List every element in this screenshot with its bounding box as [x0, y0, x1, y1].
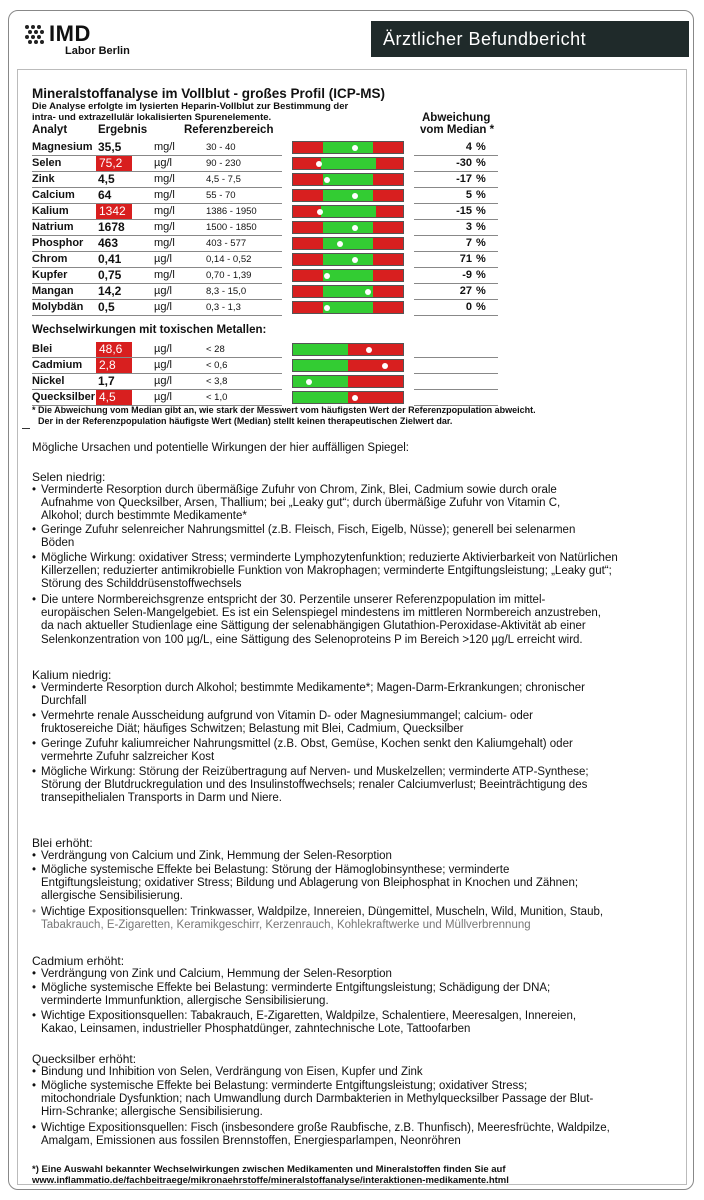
bullet-item: [32, 968, 672, 981]
row-deviation-percent: %: [476, 205, 486, 217]
section-title: Cadmium erhöht:: [32, 954, 125, 968]
row-range-bar: [292, 237, 404, 250]
bar-normal-segment: [323, 142, 372, 153]
row-unit: mg/l: [154, 141, 175, 153]
divider-mark: [22, 428, 30, 429]
tox-result-value: 4,5: [96, 390, 132, 405]
row-unit: µg/l: [154, 253, 172, 265]
tox-range-bar: [292, 375, 404, 388]
row-deviation: 7: [465, 237, 472, 249]
tox-unit: µg/l: [154, 359, 172, 371]
row-deviation-percent: %: [476, 189, 486, 201]
row-unit: mg/l: [154, 205, 175, 217]
bullet-line: Verminderte Resorption durch übermäßige Zufuhr von Chrom, Zink, Blei, Cadmium sowie durch orale: [41, 484, 557, 496]
bullet-mark: •: [32, 710, 37, 722]
row-deviation-percent: %: [476, 173, 486, 185]
bar-high-segment: [373, 254, 403, 265]
bullet-line: Bindung und Inhibition von Selen, Verdrängung von Eisen, Kupfer und Zink: [41, 1066, 423, 1078]
bullet-line: Mögliche systemische Effekte bei Belastung: verminderte Entgiftungsleistung; Schädigung der DNA;: [41, 982, 551, 994]
col-referenzbereich: Referenzbereich: [184, 124, 274, 136]
bullet-line: Hirn-Schranke; allergische Sensibilisierung.: [41, 1106, 263, 1119]
bar-value-marker: [352, 145, 358, 151]
bullet-item: [32, 524, 672, 550]
section-title: Selen niedrig:: [32, 470, 106, 484]
bullet-line: europäischen Selen-Mangelgebiet. Es ist ein Selenspiegel mindestens im mittleren Normbereich anzustreben,: [41, 607, 601, 620]
row-reference-range: 0,14 - 0,52: [206, 254, 252, 265]
row-analyt-name: Calcium: [32, 189, 75, 201]
tox-range-bar: [292, 343, 404, 356]
bullet-mark: •: [32, 484, 37, 496]
bullet-mark: •: [32, 864, 37, 876]
bullet-item: [32, 982, 672, 1008]
row-result-value: 0,41: [98, 252, 122, 266]
logo-dots-icon: [25, 25, 45, 45]
bullet-line: Kakao, Leinsamen, industrieller Phosphatdünger, zahntechnische Lote, Tattoofarben: [41, 1023, 471, 1036]
row-deviation: 3: [465, 221, 472, 233]
row-deviation: -9: [462, 269, 472, 281]
bullet-mark: •: [32, 906, 37, 918]
row-reference-range: 1500 - 1850: [206, 222, 257, 233]
row-range-bar: [292, 205, 404, 218]
bar-high-segment: [373, 270, 403, 281]
row-reference-range: 0,70 - 1,39: [206, 270, 252, 281]
bar-low-segment: [293, 238, 323, 249]
row-divider-right: [414, 357, 498, 358]
bar-value-marker: [324, 273, 330, 279]
bullet-mark: •: [32, 594, 37, 606]
bullet-mark: •: [32, 524, 37, 536]
row-divider-right: [414, 315, 498, 316]
tox-result-value: 1,7: [98, 374, 115, 388]
row-result-value: 75,2: [96, 156, 132, 171]
bar-normal-segment: [293, 376, 348, 387]
footnote-2: Der in der Referenzpopulation häufigste Wert (Median) stellt keinen therapeutischen Zielwert dar.: [38, 416, 453, 426]
bullet-line: Vermehrte renale Ausscheidung aufgrund von Vitamin D- oder Magnesiummangel; calcium- oder: [41, 710, 533, 722]
bullet-line: Geringe Zufuhr kaliumreicher Nahrungsmittel (z.B. Obst, Gemüse, Kochen senkt den Kaliumgehalt) oder: [41, 738, 573, 750]
row-reference-range: 1386 - 1950: [206, 206, 257, 217]
bullet-line: Tabakrauch, E-Zigaretten, Keramikgeschirr, Kerzenrauch, Kohlekraftwerke und Müllverbrennung: [41, 919, 531, 932]
bar-normal-segment: [321, 158, 376, 169]
tox-unit: µg/l: [154, 391, 172, 403]
bar-value-marker: [352, 395, 358, 401]
bullet-mark: •: [32, 968, 37, 980]
bullet-item: [32, 864, 672, 904]
bar-high-segment: [376, 206, 404, 217]
row-reference-range: 90 - 230: [206, 158, 241, 169]
bullet-mark: •: [32, 1122, 37, 1134]
row-range-bar: [292, 221, 404, 234]
tox-result-value: 48,6: [96, 342, 132, 357]
bar-value-marker: [324, 305, 330, 311]
footnote-1: * Die Abweichung vom Median gibt an, wie stark der Messwert vom häufigsten Wert der Referenzpopulation abweicht.: [32, 405, 536, 415]
bullet-item: [32, 1010, 672, 1036]
bullet-mark: •: [32, 552, 37, 564]
bullet-item: [32, 766, 672, 806]
tox-unit: µg/l: [154, 343, 172, 355]
section-title: Kalium niedrig:: [32, 668, 112, 682]
logo-dot: [25, 25, 29, 29]
bullet-line: Mögliche systemische Effekte bei Belastung: Störung der Hämoglobinsynthese; verminderte: [41, 864, 510, 876]
logo-subtitle: Labor Berlin: [65, 45, 130, 57]
bullet-mark: •: [32, 766, 37, 778]
logo-dot: [25, 35, 29, 39]
logo-dot: [31, 25, 35, 29]
row-analyt-name: Chrom: [32, 253, 68, 265]
bullet-line: Durchfall: [41, 695, 87, 708]
logo-dot: [28, 40, 32, 44]
bar-value-marker: [306, 379, 312, 385]
bar-high-segment: [348, 360, 403, 371]
row-divider-right: [414, 373, 498, 374]
bullet-mark: •: [32, 1080, 37, 1092]
bullet-line: Die untere Normbereichsgrenze entspricht der 30. Perzentile unserer Referenzpopulation im mittel-: [41, 594, 546, 606]
row-unit: mg/l: [154, 173, 175, 185]
tox-analyt-name: Blei: [32, 343, 53, 355]
tox-title: Wechselwirkungen mit toxischen Metallen:: [32, 324, 267, 336]
bullet-item: [32, 738, 672, 764]
bar-low-segment: [293, 302, 323, 313]
bullet-line: Wichtige Expositionsquellen: Fisch (insbesondere große Raubfische, z.B. Thunfisch), Meeresfrüchte, Waldpilze,: [41, 1122, 610, 1134]
row-deviation: 5: [465, 189, 472, 201]
row-deviation: 71: [459, 253, 472, 265]
row-deviation: 4: [465, 141, 472, 153]
bullet-line: verminderte Immunfunktion, allergische Sensibilisierung.: [41, 995, 329, 1008]
row-deviation-percent: %: [476, 141, 486, 153]
bullet-item: [32, 1122, 672, 1148]
row-analyt-name: Phosphor: [32, 237, 84, 249]
row-analyt-name: Zink: [32, 173, 55, 185]
logo-dot: [40, 40, 44, 44]
bullet-line: Mögliche systemische Effekte bei Belastung: verminderte Entgiftungsleistung; oxidativer Stress;: [41, 1080, 528, 1092]
bullet-mark: •: [32, 850, 37, 862]
bar-normal-segment: [323, 270, 372, 281]
row-analyt-name: Mangan: [32, 285, 74, 297]
row-result-value: 35,5: [98, 140, 122, 154]
tox-analyt-name: Nickel: [32, 375, 65, 387]
logo-dot: [34, 40, 38, 44]
logo-dot: [28, 30, 32, 34]
col-abweichung-2: vom Median *: [420, 124, 495, 136]
row-range-bar: [292, 301, 404, 314]
bar-low-segment: [293, 142, 323, 153]
row-result-value: 463: [98, 236, 119, 250]
bullet-line: Geringe Zufuhr selenreicher Nahrungsmittel (z.B. Fleisch, Fisch, Eigelb, Nüsse); generell bei selenarmen: [41, 524, 576, 536]
row-unit: mg/l: [154, 237, 175, 249]
bullet-mark: •: [32, 1010, 37, 1022]
row-deviation-percent: %: [476, 157, 486, 169]
logo-dot: [37, 25, 41, 29]
row-unit: µg/l: [154, 157, 172, 169]
logo-dot: [37, 35, 41, 39]
bar-normal-segment: [293, 344, 348, 355]
bar-high-segment: [373, 286, 403, 297]
bar-high-segment: [348, 344, 403, 355]
row-divider-right: [414, 389, 498, 390]
row-unit: µg/l: [154, 301, 172, 313]
bar-high-segment: [373, 238, 403, 249]
bullet-item: [32, 906, 672, 932]
row-divider-left: [32, 315, 282, 316]
bar-value-marker: [337, 241, 343, 247]
bar-value-marker: [317, 209, 323, 215]
bar-low-segment: [293, 286, 323, 297]
bullet-line: Störung der Blutdruckregulation und des Insulinstoffwechsels; renaler Calciumverlust; Beeinträchtigung des: [41, 779, 588, 792]
bar-high-segment: [376, 158, 404, 169]
row-deviation-percent: %: [476, 237, 486, 249]
bullet-line: Mögliche Wirkung: Störung der Reizübertragung auf Nerven- und Muskelzellen; verminderte ATP-Synthese;: [41, 766, 589, 778]
row-unit: mg/l: [154, 269, 175, 281]
bar-high-segment: [373, 302, 403, 313]
bullet-item: [32, 1080, 672, 1120]
bullet-line: Entgiftungsleistung; oxidativer Stress; Bildung und Ablagerung von Bleiphosphat in Knochen und Zähnen;: [41, 877, 579, 890]
row-range-bar: [292, 173, 404, 186]
bar-value-marker: [352, 225, 358, 231]
bar-value-marker: [316, 161, 322, 167]
report-header: [9, 11, 694, 61]
row-range-bar: [292, 141, 404, 154]
analysis-title: Mineralstoffanalyse im Vollblut - großes Profil (ICP-MS): [32, 86, 386, 101]
bullet-line: Wichtige Expositionsquellen: Trinkwasser, Waldpilze, Innereien, Düngemittel, Muscheln, Wild, Munition, Staub,: [41, 906, 604, 918]
col-abweichung-1: Abweichung: [422, 112, 491, 124]
bar-low-segment: [293, 222, 323, 233]
row-reference-range: 30 - 40: [206, 142, 236, 153]
bar-high-segment: [373, 190, 403, 201]
bar-value-marker: [352, 257, 358, 263]
tox-analyt-name: Quecksilber: [32, 391, 95, 403]
bullet-line: Verdrängung von Calcium und Zink, Hemmung der Selen-Resorption: [41, 850, 392, 862]
footer-note-2: www.inflammatio.de/fachbeitraege/mikronaehrstoffe/mineralstoffanalyse/interaktionen-medikamente.html: [32, 1175, 509, 1186]
bar-value-marker: [352, 193, 358, 199]
bullet-line: Amalgam, Emissionen aus fossilen Brennstoffen, Energiesparlampen, Neonröhren: [41, 1135, 461, 1148]
tox-unit: µg/l: [154, 375, 172, 387]
logo-dot: [34, 30, 38, 34]
col-analyt: Analyt: [32, 124, 68, 136]
bar-value-marker: [382, 363, 388, 369]
row-range-bar: [292, 189, 404, 202]
bar-normal-segment: [293, 392, 348, 403]
tox-range-bar: [292, 391, 404, 404]
row-deviation-percent: %: [476, 221, 486, 233]
bullet-item: [32, 710, 672, 736]
bullet-line: Wichtige Expositionsquellen: Tabakrauch, E-Zigaretten, Waldpilze, Schalentiere, Meeresalgen, Innereien,: [41, 1010, 577, 1022]
bar-normal-segment: [321, 206, 376, 217]
bullet-line: fruktosereiche Diät; häufiges Schwitzen; Belastung mit Blei, Cadmium, Quecksilber: [41, 723, 464, 736]
bar-value-marker: [365, 289, 371, 295]
bar-high-segment: [373, 222, 403, 233]
row-reference-range: 8,3 - 15,0: [206, 286, 247, 297]
footer-note-1: *) Eine Auswahl bekannter Wechselwirkungen zwischen Medikamenten und Mineralstoffen finden Sie auf: [32, 1164, 506, 1175]
bullet-line: mitochondriale Dysfunktion; nach Umwandlung durch Darmbakterien in Methylquecksilber Passage der Blut-: [41, 1093, 594, 1106]
row-deviation: 0: [465, 301, 472, 313]
row-result-value: 64: [98, 188, 112, 202]
tox-reference-range: < 1,0: [206, 392, 228, 403]
row-result-value: 4,5: [98, 172, 115, 186]
row-unit: µg/l: [154, 285, 172, 297]
bullet-item: [32, 682, 672, 708]
bar-normal-segment: [323, 238, 372, 249]
row-reference-range: 4,5 - 7,5: [206, 174, 241, 185]
bar-low-segment: [293, 190, 323, 201]
bullet-line: da nach aktueller Studienlage eine Sättigung der selenabhängigen Glutathion-Peroxidase-Aktivität ab einer: [41, 620, 586, 633]
row-analyt-name: Molybdän: [32, 301, 84, 313]
tox-reference-range: < 28: [206, 344, 225, 355]
bullet-item: [32, 594, 672, 647]
report-content: [17, 69, 687, 1185]
bullet-line: Mögliche Wirkung: oxidativer Stress; verminderte Lymphozytenfunktion; reduzierte Aktivierbarkeit von Natürlichen: [41, 552, 618, 564]
row-analyt-name: Kupfer: [32, 269, 68, 281]
row-analyt-name: Magnesium: [32, 141, 93, 153]
row-range-bar: [292, 285, 404, 298]
tox-result-value: 2,8: [96, 358, 132, 373]
document-title: Ärztlicher Befundbericht: [371, 21, 689, 57]
bullet-mark: •: [32, 738, 37, 750]
logo-dot: [31, 35, 35, 39]
bullet-line: Killerzellen; reduzierter antimikrobielle Funktion von Makrophagen; verminderte Entgiftungsleistung; „Leaky gut“;: [41, 565, 612, 578]
bullet-line: Aufnahme von Quecksilber, Arsen, Thallium; bei „Leaky gut“; durch übermäßige Zufuhr von Vitamin C,: [41, 497, 561, 510]
analysis-desc-2: intra- und extrazellulär lokalisierten Spurenelemente.: [32, 112, 272, 123]
bullet-line: transepithelialen Transports in Darm und Niere.: [41, 792, 282, 805]
row-reference-range: 0,3 - 1,3: [206, 302, 241, 313]
bar-normal-segment: [293, 360, 348, 371]
bar-low-segment: [293, 254, 323, 265]
bullet-mark: •: [32, 682, 37, 694]
bar-high-segment: [373, 174, 403, 185]
row-deviation-percent: %: [476, 301, 486, 313]
bullet-item: [32, 850, 672, 863]
bar-value-marker: [366, 347, 372, 353]
bullet-line: Alkohol; durch bestimmte Medikamente*: [41, 510, 247, 523]
row-result-value: 1678: [98, 220, 125, 234]
bullet-item: [32, 1066, 672, 1079]
bullet-line: Selenkonzentration von 100 µg/L, eine Sättigung des Selenoproteins P im Bereich >120 µg/L erreicht wird.: [41, 633, 583, 646]
bar-normal-segment: [323, 254, 372, 265]
tox-reference-range: < 0,6: [206, 360, 228, 371]
bar-low-segment: [293, 174, 323, 185]
row-reference-range: 55 - 70: [206, 190, 236, 201]
tox-range-bar: [292, 359, 404, 372]
row-range-bar: [292, 157, 404, 170]
row-analyt-name: Selen: [32, 157, 62, 169]
bullet-mark: •: [32, 1066, 37, 1078]
bar-low-segment: [293, 270, 323, 281]
bullet-mark: •: [32, 982, 37, 994]
row-analyt-name: Kalium: [32, 205, 69, 217]
row-deviation-percent: %: [476, 253, 486, 265]
bullet-item: [32, 552, 672, 592]
bullet-line: Böden: [41, 537, 75, 550]
bullet-line: allergische Sensibilisierung.: [41, 890, 183, 903]
row-deviation: -17: [456, 173, 472, 185]
bullet-line: Störung des Schilddrüsenstoffwechsels: [41, 578, 242, 591]
tox-analyt-name: Cadmium: [32, 359, 83, 371]
bullet-item: [32, 484, 672, 524]
row-result-value: 0,5: [98, 300, 115, 314]
row-unit: mg/l: [154, 221, 175, 233]
col-ergebnis: Ergebnis: [98, 124, 148, 136]
row-range-bar: [292, 253, 404, 266]
row-deviation: -30: [456, 157, 472, 169]
intro-text: Mögliche Ursachen und potentielle Wirkungen der hier auffälligen Spiegel:: [32, 442, 409, 454]
row-result-value: 14,2: [98, 284, 122, 298]
section-title: Blei erhöht:: [32, 836, 93, 850]
bar-normal-segment: [323, 190, 372, 201]
bar-high-segment: [348, 376, 403, 387]
bullet-line: vermehrte Zufuhr salzreicher Kost: [41, 751, 215, 764]
row-deviation: -15: [456, 205, 472, 217]
bar-value-marker: [324, 177, 330, 183]
analysis-desc-1: Die Analyse erfolgte im lysierten Heparin-Vollblut zur Bestimmung der: [32, 101, 349, 112]
section-title: Quecksilber erhöht:: [32, 1052, 137, 1066]
row-analyt-name: Natrium: [32, 221, 74, 233]
row-result-value: 0,75: [98, 268, 122, 282]
tox-reference-range: < 3,8: [206, 376, 228, 387]
bullet-line: Verdrängung von Zink und Calcium, Hemmung der Selen-Resorption: [41, 968, 392, 980]
bar-normal-segment: [323, 302, 372, 313]
bullet-line: Verminderte Resorption durch Alkohol; bestimmte Medikamente*; Magen-Darm-Erkrankungen; chronischer: [41, 682, 585, 694]
row-deviation-percent: %: [476, 285, 486, 297]
logo-text: IMD: [49, 21, 91, 46]
row-reference-range: 403 - 577: [206, 238, 247, 249]
report-card: [8, 10, 694, 1190]
bar-normal-segment: [323, 174, 372, 185]
row-deviation-percent: %: [476, 269, 486, 281]
row-unit: mg/l: [154, 189, 175, 201]
bar-normal-segment: [323, 222, 372, 233]
row-result-value: 1342: [96, 204, 132, 219]
bar-high-segment: [373, 142, 403, 153]
row-range-bar: [292, 269, 404, 282]
logo-dot: [40, 30, 44, 34]
row-deviation: 27: [459, 285, 472, 297]
